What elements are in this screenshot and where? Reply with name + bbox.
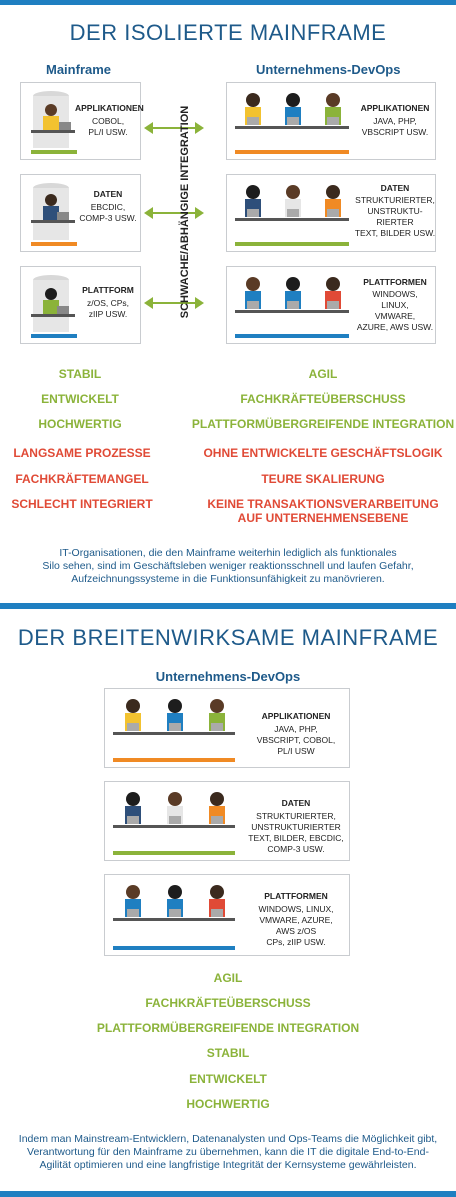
ops-team-illustration (109, 878, 239, 954)
left-con: LANGSAME PROZESSE (13, 446, 151, 460)
mainframe-card-applications (20, 82, 144, 160)
benefit: STABIL (206, 1046, 250, 1060)
left-pro: HOCHWERTIG (38, 417, 122, 431)
mainframe-data-illustration (29, 178, 81, 250)
developer-team-illustration (231, 86, 353, 158)
right-pro: PLATTFORMÜBERGREIFENDE INTEGRATION (191, 417, 455, 431)
left-pro: STABIL (58, 367, 102, 381)
top-accent-bar (0, 0, 456, 5)
broad-card-data (104, 781, 350, 861)
devops-card-platforms (226, 266, 436, 344)
section1-title: DER ISOLIERTE MAINFRAME (69, 20, 387, 45)
devops-heading-2: Unternehmens-DevOps (155, 669, 301, 684)
mainframe-heading: Mainframe (46, 62, 112, 77)
card-text: COBOL, PL/I USW. (88, 116, 128, 137)
mainframe-developer-illustration (29, 86, 81, 158)
card-text: JAVA, PHP, VBSCRIPT USW. (361, 116, 429, 137)
double-arrow-icon (144, 206, 204, 220)
section1-paragraph: IT-Organisationen, die den Mainframe weiterhin lediglich als funktionales Silo sehen, sind im Geschäftsleben weniger reaktionsschnell und laufen Gefahr, Aufzeichnungssysteme in die Funktionsunfähigkeit zu manövrieren. (42, 547, 414, 585)
card-text: STRUKTURIERTER, UNSTRUKTURIERTER TEXT, BILDER, EBCDIC, COMP-3 USW. (248, 811, 344, 854)
card-title: APPLIKATIONEN (261, 711, 331, 721)
mainframe-card-data (20, 174, 141, 252)
left-con: FACHKRÄFTEMANGEL (15, 472, 149, 486)
developer-team-illustration (109, 692, 239, 766)
devops-heading: Unternehmens-DevOps (256, 62, 401, 77)
section-divider (0, 603, 456, 609)
benefit: AGIL (213, 971, 243, 985)
ops-team-illustration (231, 270, 353, 342)
right-pro: AGIL (308, 367, 338, 381)
benefit: ENTWICKELT (189, 1072, 267, 1086)
broad-card-applications (104, 688, 350, 768)
card-title: DATEN (93, 189, 123, 199)
right-pro: FACHKRÄFTEÜBERSCHUSS (240, 392, 406, 406)
double-arrow-icon (144, 121, 204, 135)
data-team-illustration (231, 178, 353, 250)
card-title: PLATTFORMEN (264, 891, 328, 901)
card-title: APPLIKATIONEN (75, 103, 144, 113)
left-con: SCHLECHT INTEGRIERT (11, 497, 153, 511)
left-pro: ENTWICKELT (41, 392, 119, 406)
card-title: DATEN (380, 183, 410, 193)
mainframe-platform-illustration (29, 270, 81, 342)
data-team-illustration (109, 785, 239, 859)
double-arrow-icon (144, 296, 204, 310)
benefit: FACHKRÄFTEÜBERSCHUSS (145, 996, 311, 1010)
card-title: DATEN (281, 798, 311, 808)
right-con: OHNE ENTWICKELTE GESCHÄFTSLOGIK (203, 446, 443, 460)
mainframe-card-platform (20, 266, 141, 344)
card-text: WINDOWS, LINUX, VMWARE, AZURE, AWS z/OS CPs, zIIP USW. (258, 904, 334, 947)
benefit: PLATTFORMÜBERGREIFENDE INTEGRATION (96, 1021, 360, 1035)
broad-card-platforms (104, 874, 350, 956)
bottom-accent-bar (0, 1191, 456, 1197)
devops-card-applications (226, 82, 436, 160)
card-text: EBCDIC, COMP-3 USW. (79, 202, 137, 223)
card-text: z/OS, CPs, zIIP USW. (86, 298, 130, 319)
section2-title: DER BREITENWIRKSAME MAINFRAME (17, 625, 439, 650)
integration-label-text: SCHWACHE/ABHÄNGIGE INTEGRATION (179, 105, 191, 319)
right-con: TEURE SKALIERUNG (261, 472, 385, 486)
card-title: APPLIKATIONEN (360, 103, 430, 113)
devops-card-data (226, 174, 436, 252)
section2-paragraph: Indem man Mainstream-Entwicklern, Datenanalysten und Ops-Teams die Möglichkeit gibt, Verantwortung für den Mainframe zu übernehmen, kann die IT die digitale End-to-End- Agilität optimieren und eine langfristige Integrität der Kernsysteme gewährleisten. (18, 1133, 438, 1171)
card-text: WINDOWS, LINUX, VMWARE, AZURE, AWS USW. (356, 289, 434, 332)
card-text: STRUKTURIERTER, UNSTRUKTU- RIERTER TEXT, BILDER USW. (354, 195, 436, 238)
benefit: HOCHWERTIG (186, 1097, 270, 1111)
card-title: PLATTFORMEN (363, 277, 427, 287)
card-text: JAVA, PHP, VBSCRIPT, COBOL, PL/I USW (256, 724, 336, 756)
card-title: PLATTFORM (82, 285, 134, 295)
right-con: KEINE TRANSAKTIONSVERARBEITUNG AUF UNTERNEHMENSEBENE (207, 497, 439, 525)
